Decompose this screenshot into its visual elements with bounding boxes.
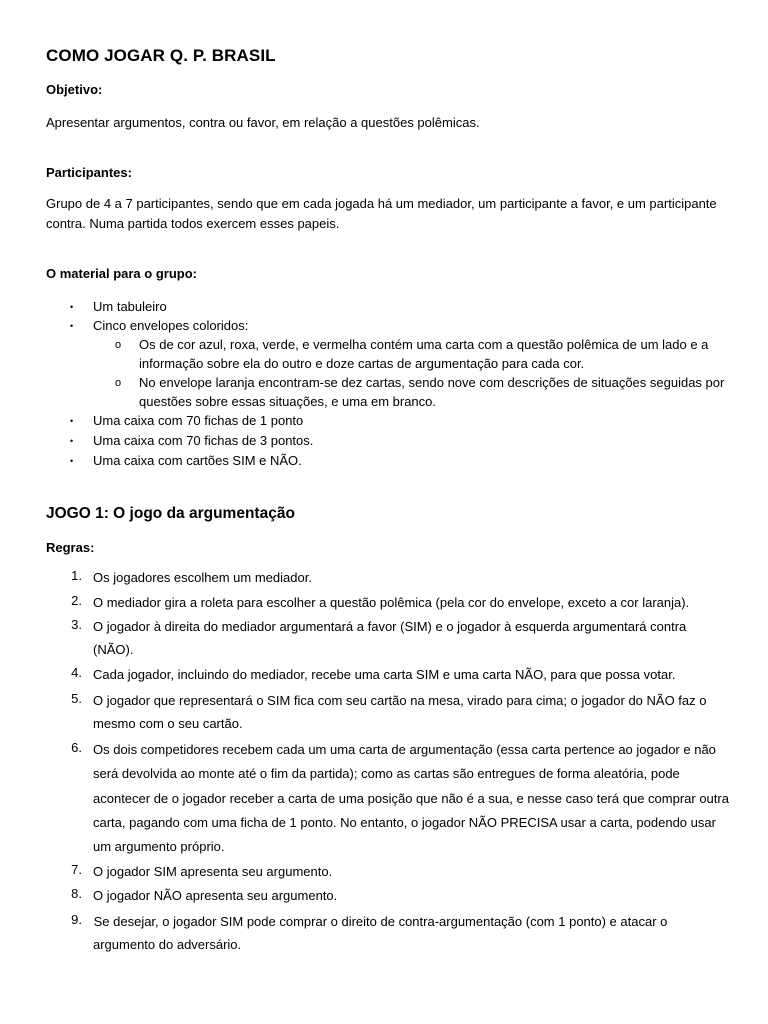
rule-number: 6. — [71, 740, 82, 755]
rule-number: 3. — [71, 617, 82, 632]
rule-line: O jogador NÃO apresenta seu argumento. — [93, 888, 338, 903]
material-item: Uma caixa com cartões SIM e NÃO. — [93, 453, 302, 468]
objective-heading: Objetivo: — [46, 82, 103, 97]
rule-line: Cada jogador, incluindo do mediador, recebe uma carta SIM e uma carta NÃO, para que possa votar. — [93, 667, 676, 682]
objective-text: Apresentar argumentos, contra ou favor, em relação a questões polêmicas. — [46, 115, 480, 130]
rule-line: O mediador gira a roleta para escolher a questão polêmica (pela cor do envelope, exceto a cor laranja). — [93, 595, 690, 610]
rules-heading: Regras: — [46, 540, 95, 555]
rule-line: O jogador à direita do mediador argumentará a favor (SIM) e o jogador à esquerda argumentará contra — [93, 619, 687, 634]
rule-number: 9. — [71, 912, 82, 927]
material-sub-item-line: Os de cor azul, roxa, verde, e vermelha contém uma carta com a questão polêmica de um lado e a — [139, 337, 709, 352]
bullet-icon: • — [70, 416, 74, 426]
rule-number: 4. — [71, 665, 82, 680]
rule-line: Os dois competidores recebem cada um uma carta de argumentação (essa carta pertence ao jogador e não — [93, 742, 716, 757]
participants-heading: Participantes: — [46, 165, 132, 180]
material-sub-item-line: informação sobre ela do outro e doze cartas de argumentação para cada cor. — [139, 356, 585, 371]
sub-bullet-icon: o — [115, 339, 122, 351]
rule-line: carta, pagando com uma ficha de 1 ponto. No entanto, o jogador NÃO PRECISA usar a carta, podendo usar — [93, 815, 716, 830]
material-item: Cinco envelopes coloridos: — [93, 318, 249, 333]
material-item: Uma caixa com 70 fichas de 3 pontos. — [93, 433, 314, 448]
rule-number: 7. — [71, 862, 82, 877]
document-title: COMO JOGAR Q. P. BRASIL — [46, 46, 276, 65]
material-sub-item-line: questões sobre essas situações, e uma em branco. — [139, 394, 436, 409]
material-heading: O material para o grupo: — [46, 266, 197, 281]
rule-line: O jogador SIM apresenta seu argumento. — [93, 864, 333, 879]
rule-line: argumento do adversário. — [93, 937, 242, 952]
participants-line-1: Grupo de 4 a 7 participantes, sendo que em cada jogada há um mediador, um participante a favor, e um participante — [46, 196, 717, 211]
sub-bullet-icon: o — [115, 377, 122, 389]
material-item: Um tabuleiro — [93, 299, 167, 314]
rule-number: 2. — [71, 593, 82, 608]
rule-line: um argumento próprio. — [93, 839, 225, 854]
material-item: Uma caixa com 70 fichas de 1 ponto — [93, 413, 304, 428]
bullet-icon: • — [70, 321, 74, 331]
rule-line: mesmo com o seu cartão. — [93, 716, 243, 731]
bullet-icon: • — [70, 302, 74, 312]
rule-line: Os jogadores escolhem um mediador. — [93, 570, 312, 585]
rule-line: (NÃO). — [93, 642, 134, 657]
participants-line-2: contra. Numa partida todos exercem esses papeis. — [46, 216, 340, 231]
game1-heading: JOGO 1: O jogo da argumentação — [46, 505, 295, 522]
material-sub-item-line: No envelope laranja encontram-se dez cartas, sendo nove com descrições de situações seguidas por — [139, 375, 725, 390]
rule-number: 8. — [71, 886, 82, 901]
bullet-icon: • — [70, 456, 74, 466]
rule-line: Se desejar, o jogador SIM pode comprar o direito de contra-argumentação (com 1 ponto) e atacar o — [90, 914, 668, 929]
rule-number: 5. — [71, 691, 82, 706]
rule-line: acontecer de o jogador receber a carta de uma posição que não é a sua, e nesse caso terá que comprar outra — [93, 791, 729, 806]
rule-number: 1. — [71, 568, 82, 583]
rule-line: será devolvida ao monte até o fim da partida); como as cartas são entregues de forma aleatória, pode — [93, 766, 680, 781]
bullet-icon: • — [70, 436, 74, 446]
rule-line: O jogador que representará o SIM fica com seu cartão na mesa, virado para cima; o jogador do NÃO faz o — [93, 693, 707, 708]
